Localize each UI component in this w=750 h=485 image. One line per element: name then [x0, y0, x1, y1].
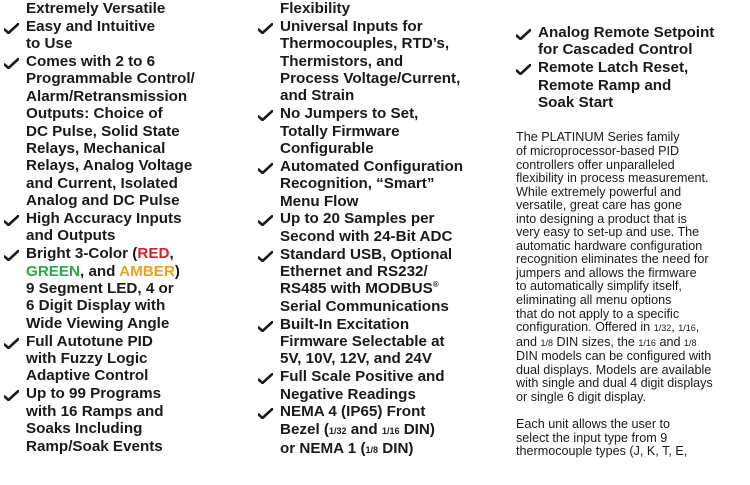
- feature-line: [280, 53, 510, 70]
- registered-mark: ®: [432, 280, 439, 290]
- checkmark-icon: [258, 163, 273, 174]
- description-line: recognition eliminates the need for: [516, 252, 709, 267]
- text-fragment: Ethernet and RS232/: [280, 263, 428, 281]
- feature-line: [280, 0, 510, 17]
- text-fragment: Configurable: [280, 140, 374, 158]
- checkmark-icon: [258, 215, 273, 226]
- text-fragment: Bezel (: [280, 420, 329, 438]
- text-fragment: Programmable Control/: [26, 70, 195, 88]
- description-line: very easy to set-up and use. The: [516, 225, 700, 240]
- feature-line: [280, 105, 510, 122]
- feature-line: [26, 350, 256, 367]
- feature-line: [26, 70, 256, 87]
- text-fragment: DIN sizes, the: [553, 334, 639, 349]
- feature-item: [258, 368, 510, 403]
- feature-line: [280, 421, 510, 440]
- fraction: 1/16: [381, 425, 400, 436]
- text-fragment: Bright 3-Color (: [26, 245, 138, 263]
- feature-line: [280, 246, 510, 263]
- fraction: 1/8: [365, 445, 379, 456]
- text-fragment: Serial Communications: [280, 297, 449, 315]
- feature-item: [258, 210, 510, 245]
- text-fragment: ,: [695, 320, 700, 335]
- description-line: or single 6 digit display.: [516, 389, 646, 404]
- feature-item: [258, 246, 510, 316]
- checkmark-icon: [258, 408, 273, 419]
- text-fragment: Automated Configuration: [280, 157, 464, 175]
- checkmark-icon: [258, 23, 273, 34]
- feature-line: [26, 175, 256, 192]
- feature-line: [538, 77, 750, 94]
- feature-line: [26, 403, 256, 420]
- feature-line: [280, 280, 510, 297]
- text-fragment: DC Pulse, Solid State: [26, 122, 180, 140]
- checkmark-icon: [258, 110, 273, 121]
- description-line: with single and dual 4 digit displays: [516, 376, 713, 391]
- text-fragment: Full Autotune PID: [26, 332, 153, 350]
- text-fragment: Soak Start: [538, 94, 614, 112]
- text-fragment: and: [346, 420, 382, 438]
- description-line: [516, 336, 750, 351]
- text-fragment: NEMA 4 (IP65) Front: [280, 403, 426, 421]
- text-fragment: Menu Flow: [280, 192, 359, 210]
- text-fragment: with 16 Ramps and: [26, 402, 164, 420]
- checkmark-icon: [258, 321, 273, 332]
- fraction: 1/8: [683, 337, 697, 348]
- text-fragment: for Cascaded Control: [538, 41, 693, 59]
- color-red-label: RED: [137, 245, 170, 263]
- text-fragment: ): [174, 262, 180, 280]
- text-fragment: Comes with 2 to 6: [26, 53, 156, 70]
- text-fragment: Universal Inputs for: [280, 17, 423, 35]
- feature-line: [280, 228, 510, 245]
- description-line: controllers offer unparalleled: [516, 157, 675, 172]
- feature-line: [280, 35, 510, 52]
- feature-line: [26, 192, 256, 209]
- description-line: dual displays. Models are available: [516, 362, 712, 377]
- feature-item: [516, 24, 750, 59]
- description-line: The PLATINUM Series family: [516, 130, 680, 145]
- text-fragment: Remote Latch Reset,: [538, 59, 689, 77]
- description-line: that do not apply to a specific: [516, 306, 680, 321]
- feature-item: [4, 0, 256, 17]
- description-line: DIN models can be configured with: [516, 349, 712, 364]
- text-fragment: Up to 99 Programs: [26, 385, 162, 403]
- feature-column-3: [516, 0, 750, 459]
- feature-line: [26, 227, 256, 244]
- text-fragment: Adaptive Control: [26, 367, 149, 385]
- feature-line: [26, 263, 256, 280]
- text-fragment: Ramp/Soak Events: [26, 437, 163, 455]
- feature-column-2: [258, 0, 510, 460]
- feature-item: [4, 210, 256, 245]
- checkmark-icon: [4, 250, 19, 261]
- feature-line: [538, 59, 750, 76]
- description-line: automatic hardware configuration: [516, 238, 703, 253]
- text-fragment: Recognition, “Smart”: [280, 175, 435, 193]
- fraction: 1/16: [638, 337, 656, 348]
- text-fragment: 9 Segment LED, 4 or: [26, 280, 174, 298]
- feature-line: [280, 123, 510, 140]
- text-fragment: Soaks Including: [26, 420, 143, 438]
- feature-item: [258, 158, 510, 210]
- feature-line: [280, 386, 510, 403]
- text-fragment: Firmware Selectable at: [280, 333, 445, 351]
- checkmark-icon: [258, 251, 273, 262]
- feature-line: [280, 70, 510, 87]
- text-fragment: Negative Readings: [280, 385, 416, 403]
- description-paragraph-2: [516, 418, 750, 459]
- checkmark-icon: [4, 338, 19, 349]
- text-fragment: Extremely Versatile: [26, 0, 166, 17]
- text-fragment: and Strain: [280, 87, 355, 105]
- feature-line: [26, 35, 256, 52]
- text-fragment: and: [655, 334, 684, 349]
- text-fragment: and Current, Isolated: [26, 174, 178, 192]
- text-fragment: Up to 20 Samples per: [280, 210, 435, 228]
- fraction: 1/8: [540, 337, 554, 348]
- text-fragment: and: [516, 334, 541, 349]
- text-fragment: or NEMA 1 (: [280, 440, 366, 458]
- feature-column-1: [4, 0, 256, 455]
- text-fragment: DIN): [378, 440, 414, 458]
- col3-feature-list: [516, 24, 750, 111]
- text-fragment: ,: [169, 245, 174, 263]
- feature-line: [26, 18, 256, 35]
- feature-line: [280, 87, 510, 104]
- feature-item: [4, 385, 256, 455]
- text-fragment: Totally Firmware: [280, 122, 400, 140]
- description-line: eliminating all menu options: [516, 292, 672, 307]
- description-line: flexibility in process measurement.: [516, 171, 709, 186]
- text-fragment: 6 Digit Display with: [26, 297, 166, 315]
- feature-line: [26, 438, 256, 455]
- feature-line: [280, 263, 510, 280]
- text-fragment: and Outputs: [26, 227, 116, 245]
- feature-item: [258, 105, 510, 157]
- feature-line: [280, 210, 510, 227]
- feature-line: [280, 333, 510, 350]
- feature-line: [26, 53, 256, 70]
- description-line: versatile, great care has gone: [516, 198, 682, 213]
- feature-line: [280, 193, 510, 210]
- feature-line: [26, 280, 256, 297]
- feature-line: [26, 157, 256, 174]
- description-line: of microprocessor-based PID: [516, 143, 680, 158]
- feature-item: [4, 333, 256, 385]
- text-fragment: RS485 with MODBUS: [280, 280, 433, 298]
- checkmark-icon: [4, 215, 19, 226]
- description-line: Each unit allows the user to: [516, 417, 671, 432]
- feature-item: [4, 245, 256, 332]
- text-fragment: No Jumpers to Set,: [280, 105, 419, 123]
- feature-line: [280, 350, 510, 367]
- text-fragment: Built-In Excitation: [280, 315, 410, 333]
- description-line: to automatically simplify itself,: [516, 279, 682, 294]
- feature-line: [280, 140, 510, 157]
- feature-line: [538, 94, 750, 111]
- text-fragment: DIN): [399, 420, 435, 438]
- feature-line: [26, 333, 256, 350]
- feature-line: [26, 315, 256, 332]
- text-fragment: Flexibility: [280, 0, 351, 17]
- checkmark-icon: [258, 373, 273, 384]
- feature-line: [26, 367, 256, 384]
- fraction: 1/32: [653, 323, 672, 334]
- description-line: [516, 321, 750, 336]
- text-fragment: Outputs: Choice of: [26, 105, 163, 123]
- text-fragment: Full Scale Positive and: [280, 368, 445, 386]
- feature-line: [26, 140, 256, 157]
- checkmark-icon: [4, 23, 19, 34]
- text-fragment: , and: [80, 262, 120, 280]
- description-line: select the input type from 9: [516, 430, 668, 445]
- checkmark-icon: [516, 29, 531, 40]
- description-paragraph-1: [516, 131, 750, 404]
- text-fragment: High Accuracy Inputs: [26, 210, 182, 228]
- feature-item: [258, 316, 510, 368]
- feature-line: [26, 385, 256, 402]
- feature-line: [280, 316, 510, 333]
- fraction: 1/32: [328, 425, 347, 436]
- feature-line: [26, 297, 256, 314]
- feature-line: [26, 123, 256, 140]
- feature-line: [26, 105, 256, 122]
- feature-line: [26, 420, 256, 437]
- color-amber-label: AMBER: [119, 262, 175, 280]
- text-fragment: Process Voltage/Current,: [280, 70, 461, 88]
- description-line: thermocouple types (J, K, T, E,: [516, 444, 688, 459]
- text-fragment: Relays, Mechanical: [26, 140, 166, 158]
- description-line: jumpers and allows the firmware: [516, 265, 697, 280]
- text-fragment: Easy and Intuitive: [26, 17, 156, 35]
- text-fragment: to Use: [26, 35, 73, 53]
- checkmark-icon: [4, 58, 19, 69]
- text-fragment: Second with 24-Bit ADC: [280, 227, 453, 245]
- text-fragment: configuration. Offered in: [516, 320, 654, 335]
- feature-line: [538, 41, 750, 58]
- text-fragment: Relays, Analog Voltage: [26, 157, 193, 175]
- feature-item: [4, 53, 256, 210]
- text-fragment: Analog and DC Pulse: [26, 192, 180, 210]
- feature-line: [26, 88, 256, 105]
- text-fragment: Thermistors, and: [280, 52, 404, 70]
- feature-item: [258, 18, 510, 105]
- text-fragment: with Fuzzy Logic: [26, 350, 148, 368]
- feature-line: [280, 298, 510, 315]
- feature-line: [26, 0, 256, 17]
- feature-line: [280, 368, 510, 385]
- description-line: into designing a product that is: [516, 211, 687, 226]
- feature-item: [516, 59, 750, 111]
- feature-line: [280, 175, 510, 192]
- text-fragment: Alarm/Retransmission: [26, 87, 188, 105]
- feature-line: [280, 403, 510, 420]
- text-fragment: Thermocouples, RTD’s,: [280, 35, 450, 53]
- color-green-label: GREEN: [26, 262, 81, 280]
- text-fragment: Standard USB, Optional: [280, 245, 453, 263]
- checkmark-icon: [4, 390, 19, 401]
- description-line: While extremely powerful and: [516, 184, 682, 199]
- text-fragment: Wide Viewing Angle: [26, 314, 170, 332]
- feature-line: [26, 245, 256, 262]
- fraction: 1/16: [678, 323, 696, 334]
- feature-line: [538, 24, 750, 41]
- feature-item: [258, 0, 510, 17]
- feature-line: [280, 440, 510, 459]
- checkmark-icon: [516, 64, 531, 75]
- feature-line: [280, 18, 510, 35]
- text-fragment: Remote Ramp and: [538, 76, 672, 94]
- feature-item: [258, 403, 510, 459]
- text-fragment: 5V, 10V, 12V, and 24V: [280, 350, 432, 368]
- text-fragment: ,: [671, 320, 679, 335]
- text-fragment: Analog Remote Setpoint: [538, 24, 715, 41]
- feature-line: [26, 210, 256, 227]
- feature-item: [4, 18, 256, 53]
- feature-line: [280, 158, 510, 175]
